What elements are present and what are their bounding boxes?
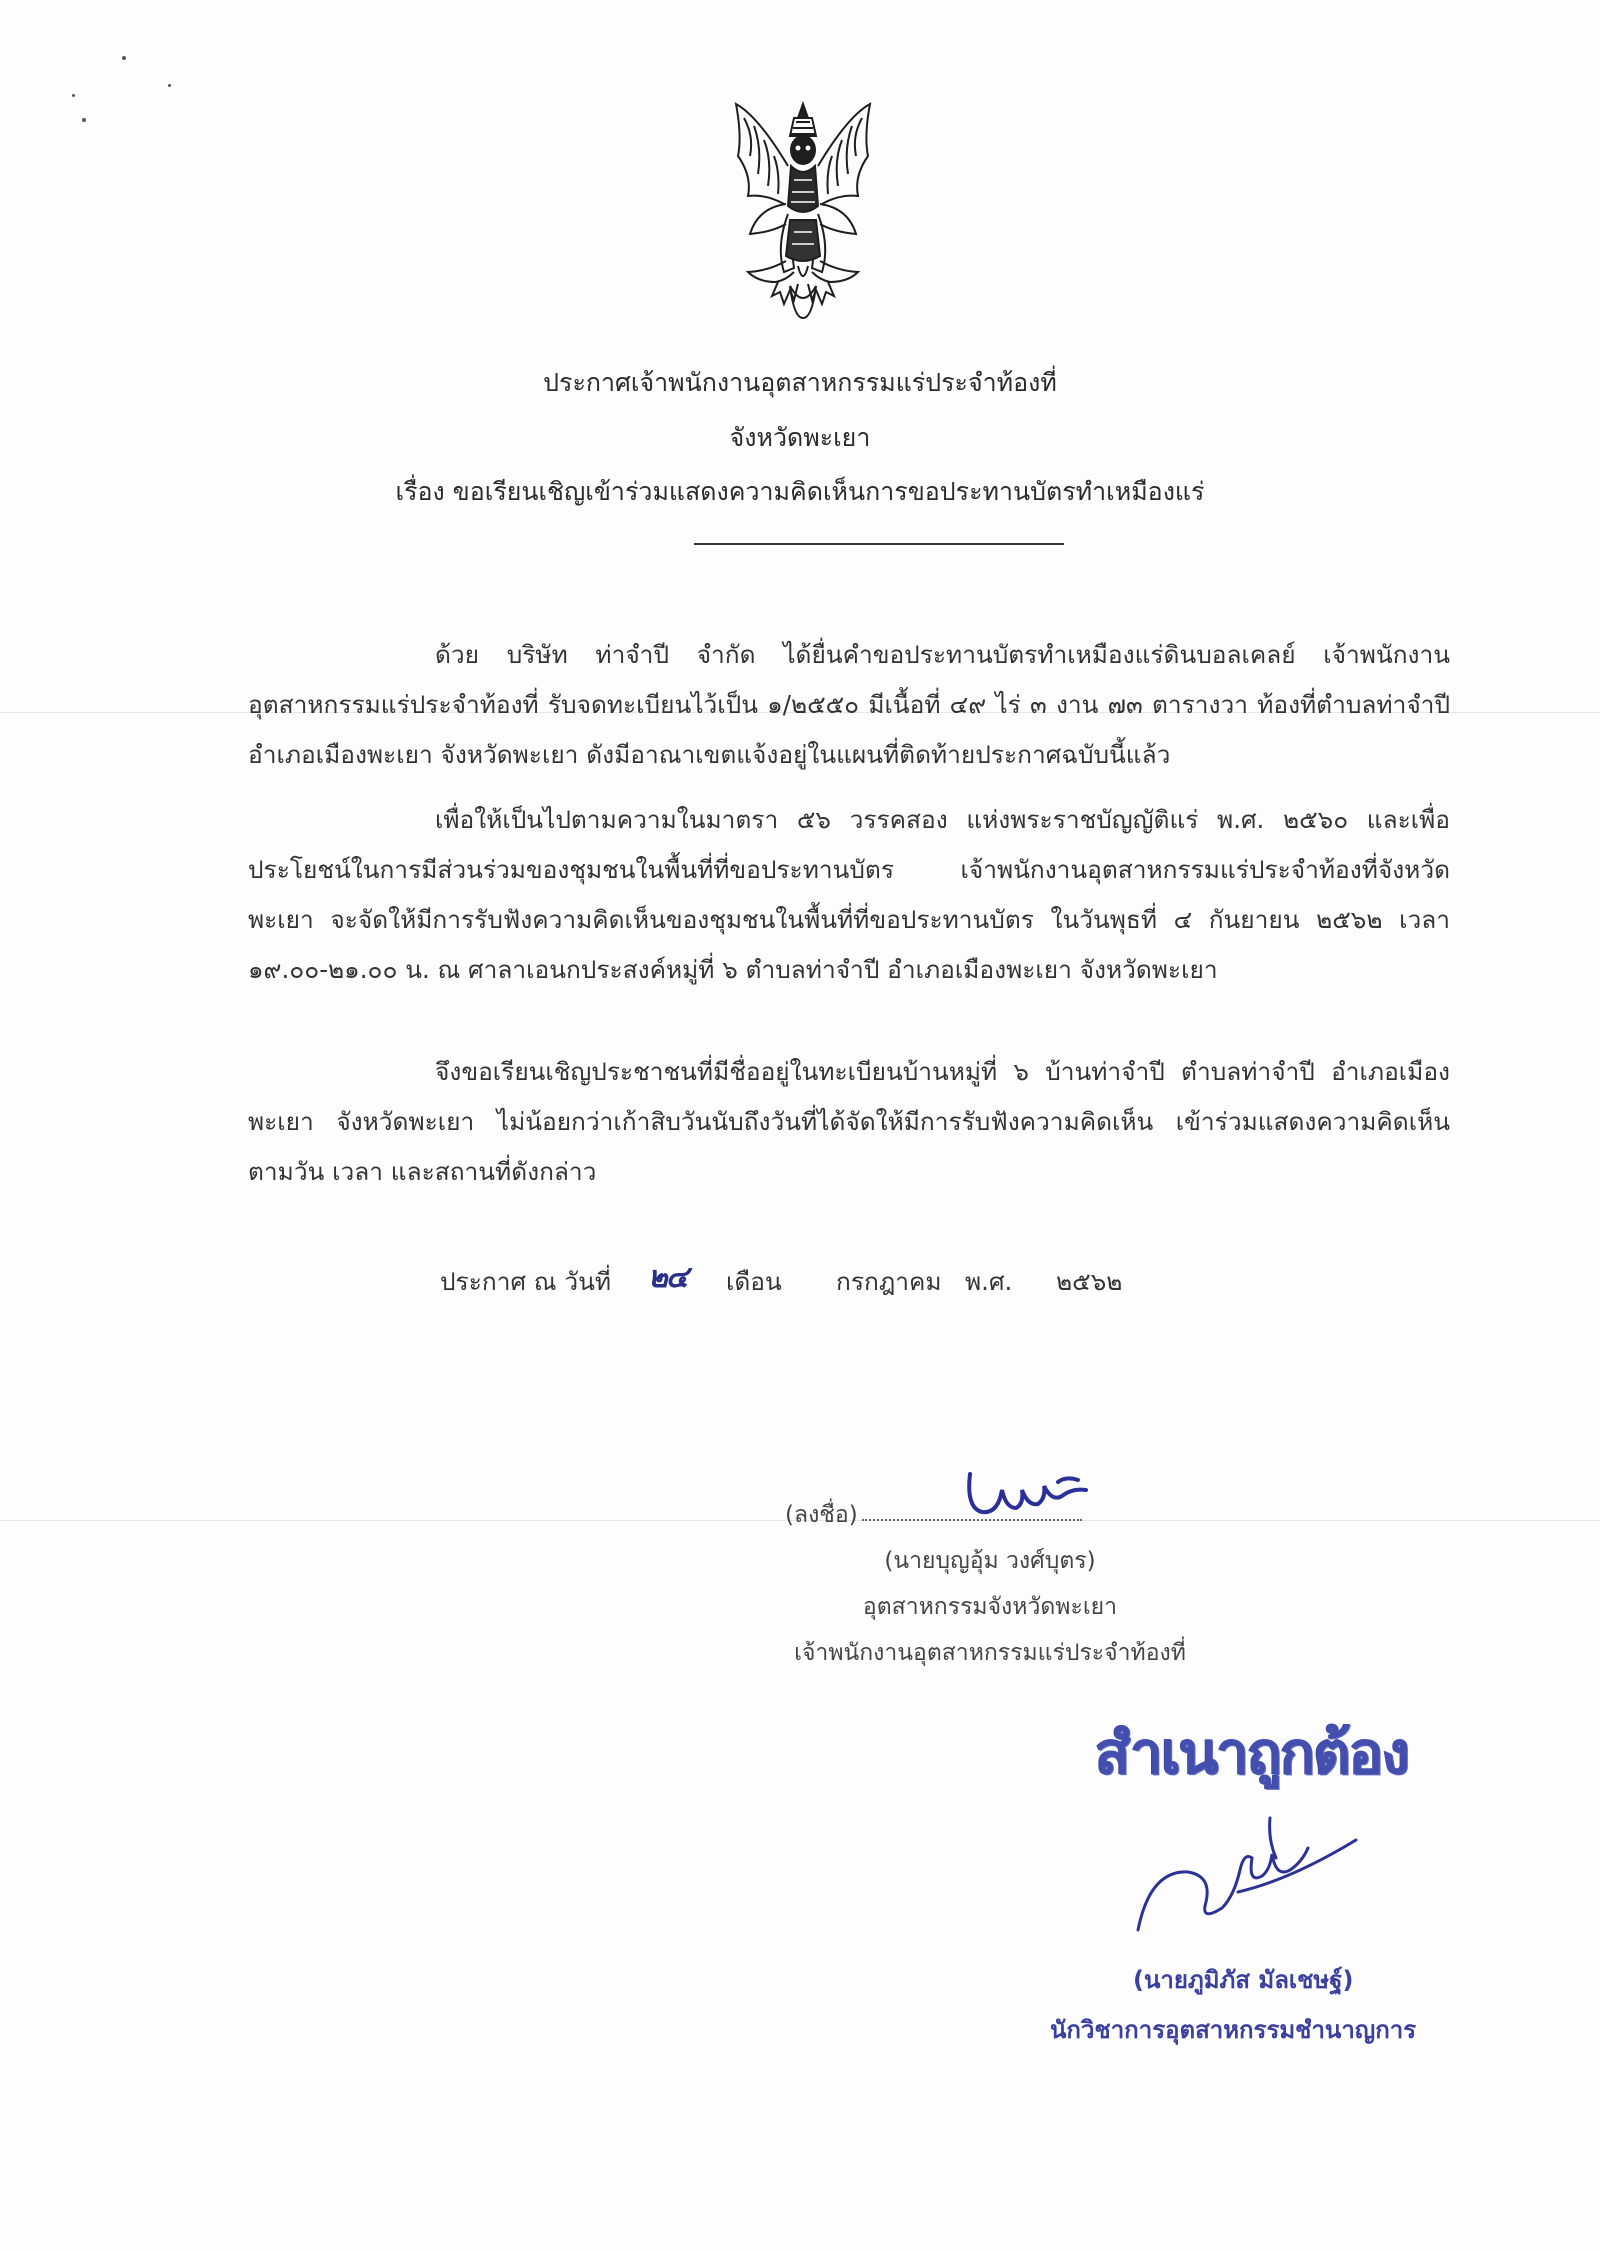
announcement-title: ประกาศเจ้าพนักงานอุตสาหกรรมแร่ประจำท้องที่ [543,368,1057,397]
certifier-name: (นายภูมิภัส มัลเชษฐ์) [1133,1966,1354,1994]
month-label: เดือน [726,1267,782,1296]
scan-speck [72,94,75,97]
certified-copy-stamp: สำเนาถูกต้อง [1095,1719,1409,1787]
paragraph-3: จึงขอเรียนเชิญประชาชนที่มีชื่ออยู่ในทะเบียนบ้านหมู่ที่ ๖ บ้านท่าจำปี ตำบลท่าจำปี อำเภอเมืองพะเยา จังหวัดพะเยา ไม่น้อยกว่าเก้าสิบวันนับถึงวันที่ได้จัดให้มีการรับฟังความคิดเห็น เข้าร่วมแสดงความคิดเห็นตามวัน เวลา และสถานที่ดังกล่าว [248,1057,1450,1186]
garuda-emblem-icon [728,96,878,321]
signer-position-2: เจ้าพนักงานอุตสาหกรรมแร่ประจำท้องที่ [794,1640,1186,1666]
paragraph-2: เพื่อให้เป็นไปตามความในมาตรา ๕๖ วรรคสอง แห่งพระราชบัญญัติแร่ พ.ศ. ๒๕๖๐ และเพื่อประโยชน์ในการมีส่วนร่วมของชุมชนในพื้นที่ที่ขอประทานบัตร เจ้าพนักงานอุตสาหกรรมแร่ประจำท้องที่จังหวัดพะเยา จะจัดให้มีการรับฟังความคิดเห็นของชุมชนในพื้นที่ที่ขอประทานบัตร ในวันพุธที่ ๔ กันยายน ๒๕๖๒ เวลา ๑๙.๐๐-๒๑.๐๐ น. ณ ศาลาเอนกประสงค์หมู่ที่ ๖ ตำบลท่าจำปี อำเภอเมืองพะเยา จังหวัดพะเยา [248,805,1450,984]
signer-position-1: อุตสาหกรรมจังหวัดพะเยา [862,1594,1118,1620]
month-value: กรกฎาคม [836,1267,942,1296]
certifier-signature-icon [1130,1800,1360,1950]
scan-speck [168,84,171,87]
handwritten-signature-icon [962,1468,1102,1526]
handwritten-day: ๒๔ [648,1260,687,1295]
announce-prefix: ประกาศ ณ วันที่ [440,1267,611,1296]
year-label: พ.ศ. [965,1267,1013,1296]
signature-label: (ลงชื่อ) [785,1502,858,1528]
title-underline [694,543,1064,545]
year-value: ๒๕๖๒ [1056,1267,1123,1296]
province-title: จังหวัดพะเยา [729,423,871,452]
scan-speck [82,118,86,122]
signer-name: (นายบุญอุ้ม วงศ์บุตร) [884,1548,1096,1574]
paragraph-1: ด้วย บริษัท ท่าจำปี จำกัด ได้ยื่นคำขอประทานบัตรทำเหมืองแร่ดินบอลเคลย์ เจ้าพนักงานอุตสาหกรรมแร่ประจำท้องที่ รับจดทะเบียนไว้เป็น ๑/๒๕๕๐ มีเนื้อที่ ๔๙ ไร่ ๓ งาน ๗๓ ตารางวา ท้องที่ตำบลท่าจำปี อำเภอเมืองพะเยา จังหวัดพะเยา ดังมีอาณาเขตแจ้งอยู่ในแผนที่ติดท้ายประกาศฉบับนี้แล้ว [248,640,1450,769]
certifier-position: นักวิชาการอุตสาหกรรมชำนาญการ [1050,2016,1417,2044]
scan-speck [122,56,126,60]
subject-line: เรื่อง ขอเรียนเชิญเข้าร่วมแสดงความคิดเห็นการขอประทานบัตรทำเหมืองแร่ [395,477,1205,506]
